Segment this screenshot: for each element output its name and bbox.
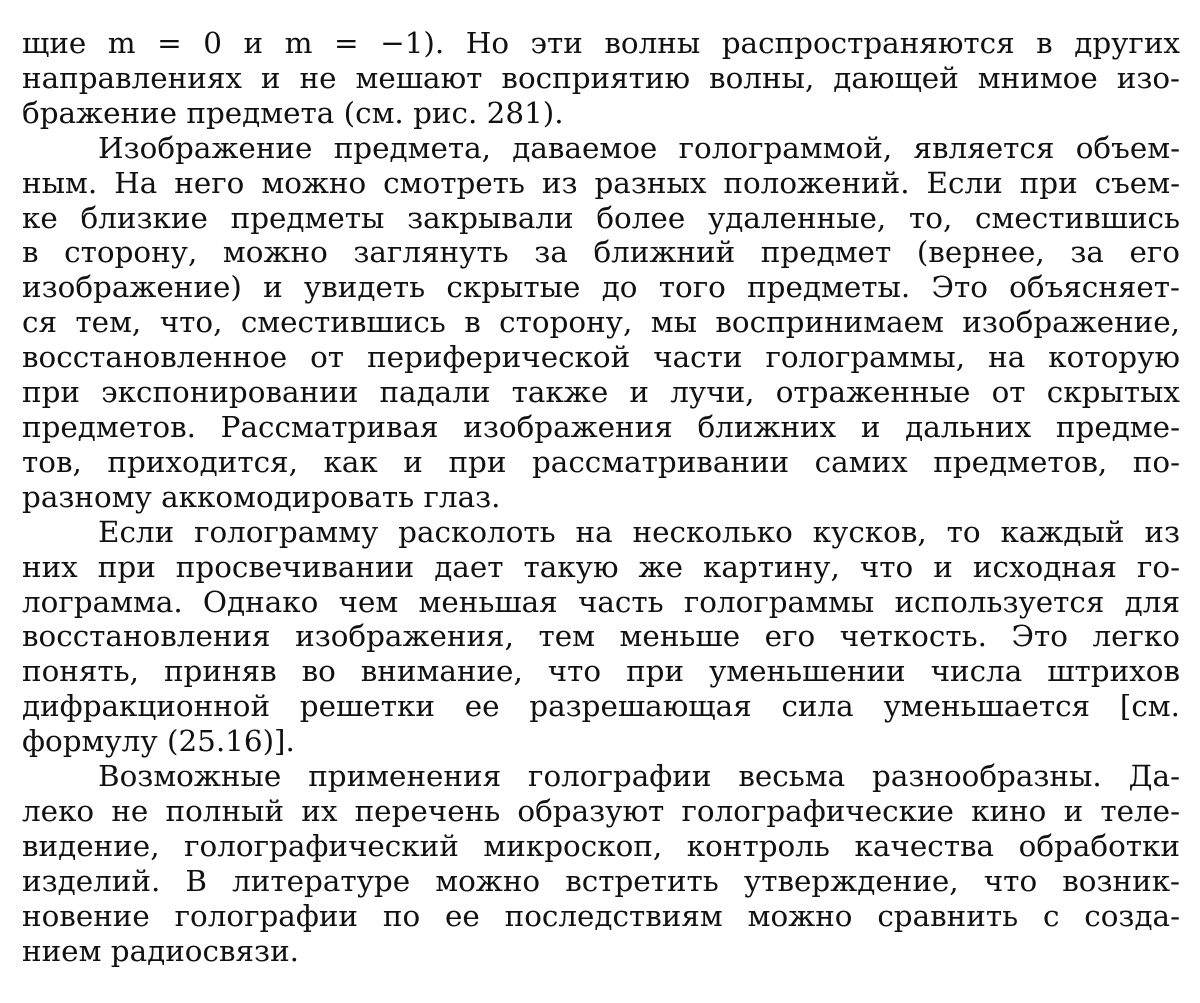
text-line: дифракционной решетки ее разрешающая сила уменьшается [см.: [22, 689, 1180, 724]
text-line: Возможные применения голографии весьма разнообразны. Да-: [98, 759, 1180, 794]
text-line: разному аккомодировать глаз.: [22, 479, 501, 514]
text-line: ся тем, что, сместившись в сторону, мы воспринимаем изображение,: [22, 305, 1180, 340]
text-line: бражение предмета (см. рис. 281).: [22, 95, 564, 130]
text-line: направлениях и не мешают восприятию волны, дающей мнимое изо-: [22, 60, 1180, 95]
text-line: предметов. Рассматривая изображения ближних и дальних предме-: [22, 409, 1180, 444]
text-line: изделий. В литературе можно встретить утверждение, что возник-: [22, 863, 1180, 898]
text-line: в сторону, можно заглянуть за ближний предмет (вернее, за его: [22, 235, 1180, 270]
text-line: восстановленное от периферической части голограммы, на которую: [22, 340, 1180, 375]
text-line: лограмма. Однако чем меньшая часть голограммы используется для: [22, 584, 1180, 619]
text-line: ным. На него можно смотреть из разных положений. Если при съем-: [22, 165, 1180, 200]
text-line: новение голографии по ее последствиям можно сравнить с созда-: [22, 898, 1180, 933]
text-line: при экспонировании падали также и лучи, отраженные от скрытых: [22, 375, 1180, 410]
paragraph-hologram-volume-image: [22, 131, 1180, 515]
text-line: щие m = 0 и m = −1). Но эти волны распространяются в других: [22, 26, 1180, 60]
text-line: нием радиосвязи.: [22, 933, 300, 968]
text-line: формулу (25.16)].: [22, 724, 295, 759]
text-line: понять, приняв во внимание, что при уменьшении числа штрихов: [22, 654, 1180, 689]
text-line: Изображение предмета, даваемое голограммой, является объем-: [98, 130, 1180, 165]
text-line: тов, приходится, как и при рассматривании самих предметов, по-: [22, 444, 1180, 479]
text-line: изображение) и увидеть скрытые до того предметы. Это объясняет-: [22, 270, 1180, 305]
paragraph-holography-applications: [22, 759, 1180, 968]
text-line: леко не полный их перечень образуют голографические кино и теле-: [22, 793, 1180, 828]
text-line: видение, голографический микроскоп, контроль качества обработки: [22, 828, 1180, 863]
text-line: ке близкие предметы закрывали более удаленные, то, сместившись: [22, 200, 1180, 235]
paragraph-continuation: [22, 26, 1180, 131]
text-line: Если голограмму расколоть на несколько кусков, то каждый из: [98, 514, 1180, 549]
text-line: них при просвечивании дает такую же картину, что и исходная го-: [22, 549, 1180, 584]
paragraph-hologram-pieces: [22, 515, 1180, 759]
text-line: восстановления изображения, тем меньше его четкость. Это легко: [22, 619, 1180, 654]
